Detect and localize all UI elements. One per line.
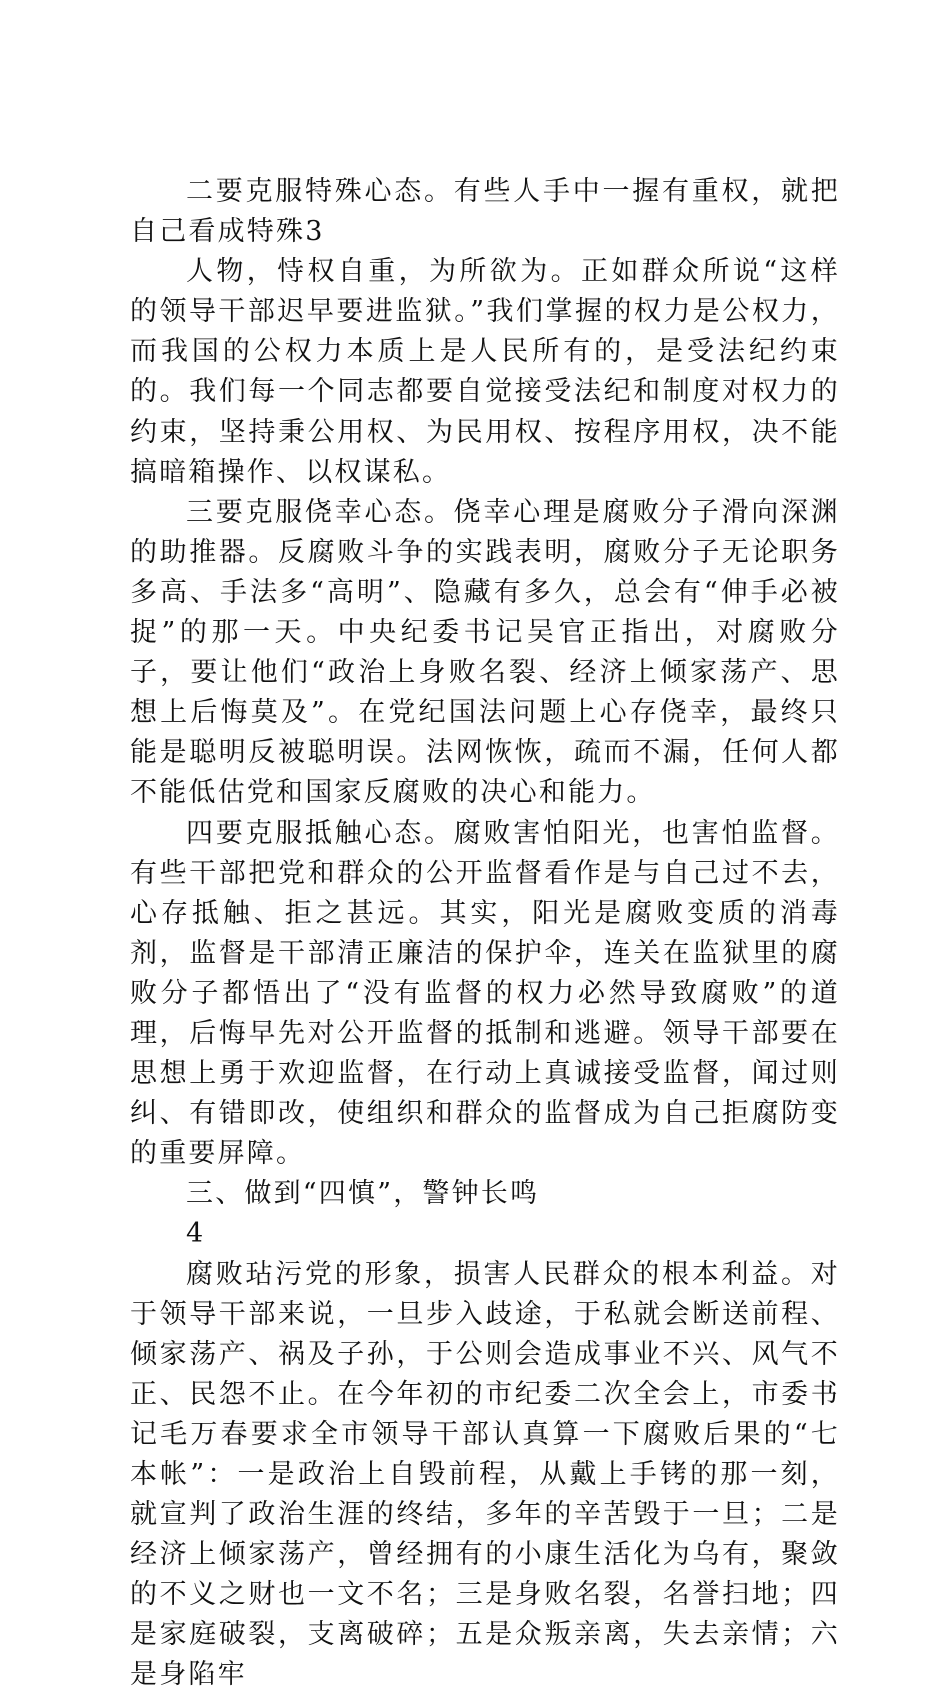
paragraph-public-power: 人物，恃权自重，为所欲为。正如群众所说“这样的领导干部迟早要进监狱。”我们掌握的权力是公权力，而我国的公权力本质上是人民所有的，是受法纪约束的。我们每一个同志都要自觉接受法纪和制度对权力的约束，坚持秉公用权、为民用权、按程序用权，决不能搞暗箱操作、以权谋私。	[130, 256, 840, 488]
document-body	[130, 172, 840, 1696]
paragraph-corruption-consequences: 腐败玷污党的形象，损害人民群众的根本利益。对于领导干部来说，一旦步入歧途，于私就会断送前程、倾家荡产、祸及子孙，于公则会造成事业不兴、风气不正、民怨不止。在今年初的市纪委二次全会上，市委书记毛万春要求全市领导干部认真算一下腐败后果的“七本帐”：一是政治上自毁前程，从戴上手铐的那一刻，就宣判了政治生涯的终结，多年的辛苦毁于一旦；二是经济上倾家荡产，曾经拥有的小康生活化为乌有，聚敛的不义之财也一文不名；三是身败名裂，名誉扫地；四是家庭破裂，支离破碎；五是众叛亲离，失去亲情；六是身陷牢	[130, 1258, 840, 1691]
paragraph-overcome-resistance-mentality: 四要克服抵触心态。腐败害怕阳光，也害怕监督。有些干部把党和群众的公开监督看作是与自己过不去，心存抵触、拒之甚远。其实，阳光是腐败变质的消毒剂，监督是干部清正廉洁的保护伞，连关在监狱里的腐败分子都悟出了“没有监督的权力必然导致腐败”的道理，后悔早先对公开监督的抵制和逃避。领导干部要在思想上勇于欢迎监督，在行动上真诚接受监督，闻过则纠、有错即改，使组织和群众的监督成为自己拒腐防变的重要屏障。	[130, 817, 840, 1170]
paragraph-overcome-special-mentality: 二要克服特殊心态。有些人手中一握有重权，就把自己看成特殊3	[130, 176, 840, 248]
paragraph-overcome-luck-mentality: 三要克服侥幸心态。侥幸心理是腐败分子滑向深渊的助推器。反腐败斗争的实践表明，腐败分子无论职务多高、手法多“高明”、隐藏有多久，总会有“伸手必被捉”的那一天。中央纪委书记吴官正指出，对腐败分子，要让他们“政治上身败名裂、经济上倾家荡产、思想上后悔莫及”。在党纪国法问题上心存侥幸，最终只能是聪明反被聪明误。法网恢恢，疏而不漏，任何人都不能低估党和国家反腐败的决心和能力。	[130, 496, 840, 809]
page-number-marker: 4	[186, 1218, 206, 1250]
section-heading-four-cautions: 三、做到“四慎”，警钟长鸣	[186, 1178, 540, 1210]
